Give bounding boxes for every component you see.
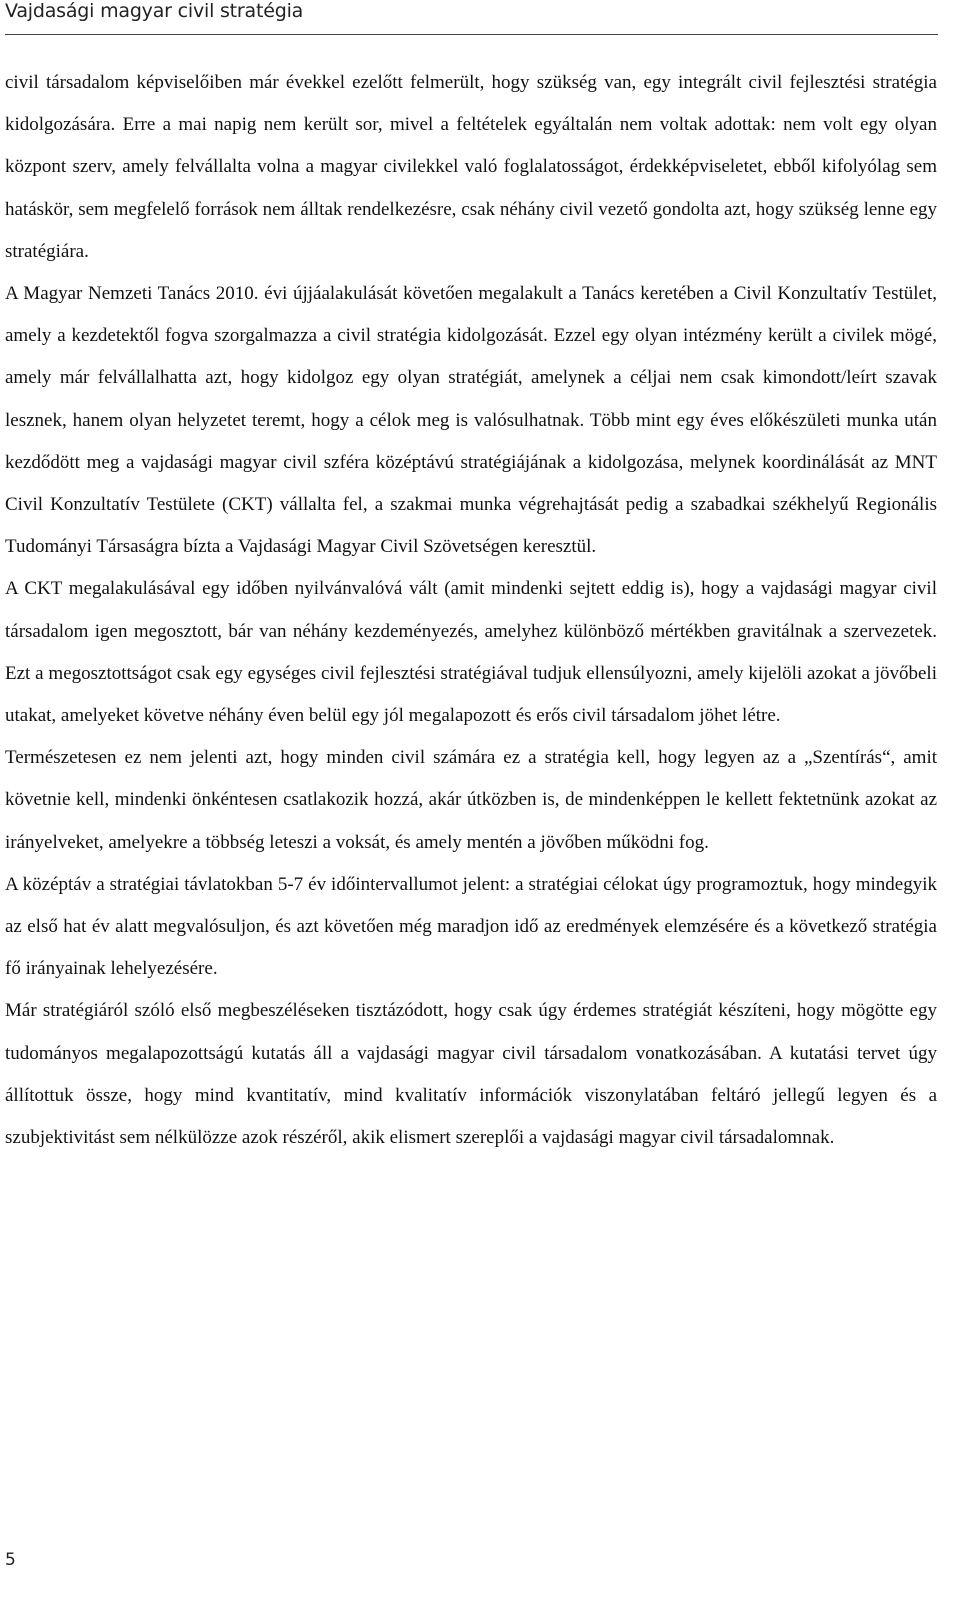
paragraph: Már stratégiáról szóló első megbeszéléseken tisztázódott, hogy csak úgy érdemes stratégiát készíteni, hogy mögötte egy tudományos megalapozottságú kutatás áll a vajdasági magyar civil társadalom vonatkozásában. A kutatási tervet úgy állítottuk össze, hogy mind kvantitatív, mind kvalitatív információk viszonylatában feltáró jellegű legyen és a szubjektivitást sem nélkülözze azok részéről, akik elismert szereplői a vajdasági magyar civil társadalomnak. — [5, 1000, 937, 1149]
body-text — [5, 62, 937, 1159]
page-number: 5 — [5, 1550, 16, 1570]
paragraph: A középtáv a stratégiai távlatokban 5-7 év időintervallumot jelent: a stratégiai célokat úgy programoztuk, hogy mindegyik az első hat év alatt megvalósuljon, és azt követően még maradjon idő az eredmények elemzésére és a következő stratégia fő irányainak lehelyezésére. — [5, 873, 937, 980]
paragraph: A Magyar Nemzeti Tanács 2010. évi újjáalakulását követően megalakult a Tanács keretében a Civil Konzultatív Testület, amely a kezdetektől fogva szorgalmazza a civil stratégia kidolgozását. Ezzel egy olyan intézmény került a civilek mögé, amely már felvállalhatta azt, hogy kidolgoz egy olyan stratégiát, amelynek a céljai nem csak kimondott/leírt szavak lesznek, hanem olyan helyzetet teremt, hogy a célok meg is valósulhatnak. Több mint egy éves előkészületi munka után kezdődött meg a vajdasági magyar civil szféra középtávú stratégiájának a kidolgozása, melynek koordinálását az MNT Civil Konzultatív Testülete (CKT) vállalta fel, a szakmai munka végrehajtását pedig a szabadkai székhelyű Regionális Tudományi Társaságra bízta a Vajdasági Magyar Civil Szövetségen keresztül. — [5, 283, 937, 558]
paragraph: Természetesen ez nem jelenti azt, hogy minden civil számára ez a stratégia kell, hogy legyen az a „Szentírás“, amit követnie kell, mindenki önkéntesen csatlakozik hozzá, akár útközben is, de mindenképpen le kellett fektetnünk azokat az irányelveket, amelyekre a többség leteszi a voksát, és amely mentén a jövőben működni fog. — [5, 747, 937, 853]
paragraph: A CKT megalakulásával egy időben nyilvánvalóvá vált (amit mindenki sejtett eddig is), hogy a vajdasági magyar civil társadalom igen megosztott, bár van néhány kezdeményezés, amelyhez különböző mértékben gravitálnak a szervezetek. Ezt a megosztottságot csak egy egységes civil fejlesztési stratégiával tudjuk ellensúlyozni, amely kijelöli azokat a jövőbeli utakat, amelyeket követve néhány éven belül egy jól megalapozott és erős civil társadalom jöhet létre. — [5, 578, 937, 727]
running-header: Vajdasági magyar civil stratégia — [5, 0, 304, 22]
paragraph: civil társadalom képviselőiben már évekkel ezelőtt felmerült, hogy szükség van, egy integrált civil fejlesztési stratégia kidolgozására. Erre a mai napig nem került sor, mivel a feltételek egyáltalán nem voltak adottak: nem volt egy olyan központ szerv, amely felvállalta volna a magyar civilekkel való foglalatosságot, érdekképviseletet, ebből kifolyólag sem hatáskör, sem megfelelő források nem álltak rendelkezésre, csak néhány civil vezető gondolta azt, hogy szükség lenne egy stratégiára. — [5, 72, 937, 262]
header-divider — [5, 34, 938, 35]
